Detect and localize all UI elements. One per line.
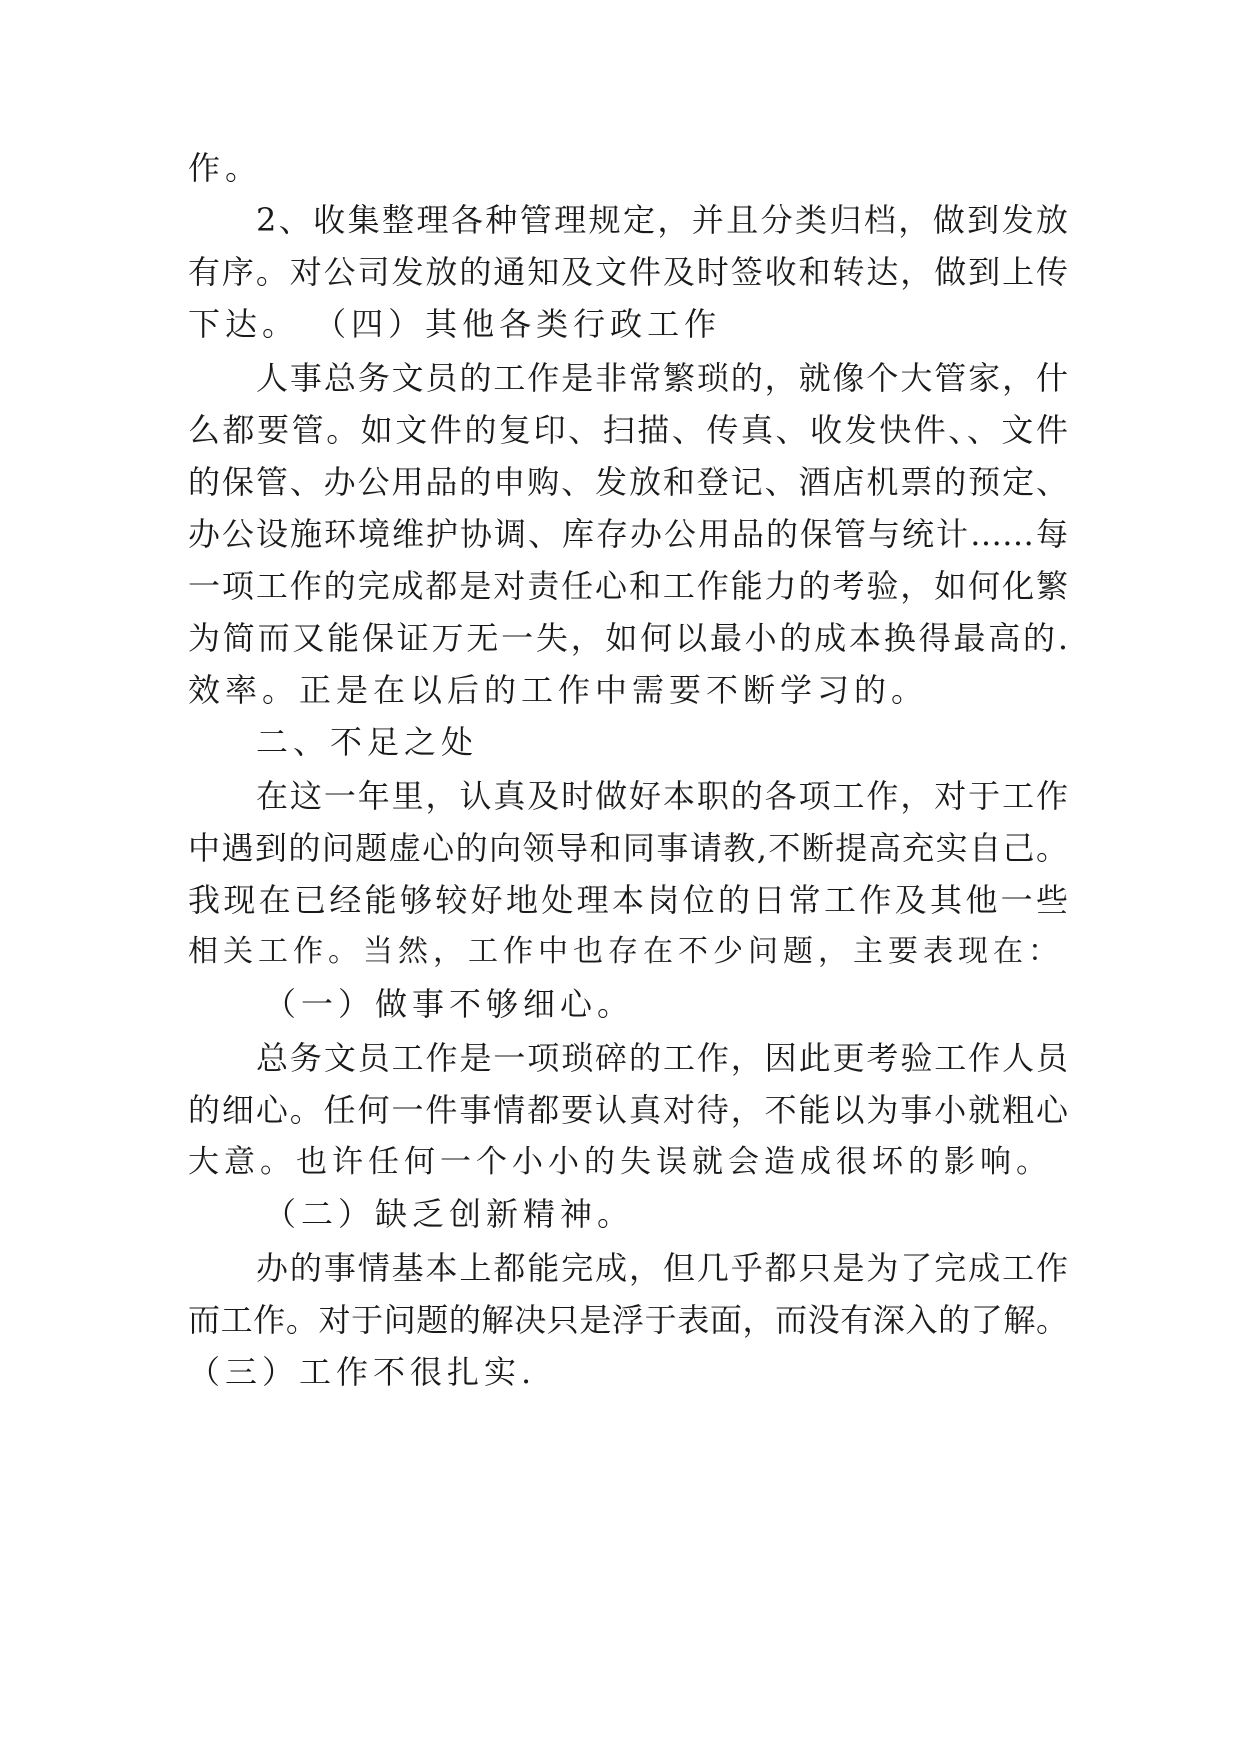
text-line: 总务文员工作是一项琐碎的工作，因此更考验工作人员: [256, 1039, 1068, 1077]
text-line: 为简而又能保证万无一失，如何以最小的成本换得最高的.: [188, 619, 1068, 657]
text-line: 相关工作。当然，工作中也存在不少问题，主要表现在：: [188, 934, 1063, 969]
text-line: 的保管、办公用品的申购、发放和登记、酒店机票的预定、: [188, 463, 1068, 501]
text-line: 办的事情基本上都能完成，但几乎都只是为了完成工作: [256, 1249, 1068, 1287]
text-line: 有序。对公司发放的通知及文件及时签收和转达，做到上传: [188, 253, 1068, 291]
text-line: 的细心。任何一件事情都要认真对待，不能以为事小就粗心: [188, 1091, 1068, 1129]
text-line: 大意。也许任何一个小小的失误就会造成很坏的影响。: [188, 1144, 1052, 1180]
text-line: 而工作。对于问题的解决只是浮于表面，而没有深入的了解。: [188, 1301, 1068, 1339]
text-line: 办公设施环境维护协调、库存办公用品的保管与统计……每: [188, 515, 1068, 553]
text-line: 效率。正是在以后的工作中需要不断学习的。: [188, 671, 929, 709]
text-line: 人事总务文员的工作是非常繁琐的，就像个大管家，什: [256, 359, 1068, 397]
text-line: 下达。 （四）其他各类行政工作: [188, 305, 722, 343]
text-line: 作。: [188, 149, 263, 187]
section-heading: 二、不足之处: [256, 723, 479, 761]
text-line: 么都要管。如文件的复印、扫描、传真、收发快件、、文件: [188, 411, 1068, 449]
text-line: 一项工作的完成都是对责任心和工作能力的考验，如何化繁: [188, 567, 1068, 605]
text-line: 2、收集整理各种管理规定，并且分类归档，做到发放: [256, 201, 1068, 239]
subsection-heading: （三）工作不很扎实.: [188, 1353, 537, 1391]
subsection-heading: （二）缺乏创新精神。: [264, 1195, 635, 1233]
text-line: 在这一年里，认真及时做好本职的各项工作，对于工作: [256, 777, 1068, 815]
subsection-heading: （一）做事不够细心。: [264, 985, 635, 1023]
text-line: 中遇到的问题虚心的向领导和同事请教,不断提高充实自己。: [188, 829, 1068, 867]
text-line: 我现在已经能够较好地处理本岗位的日常工作及其他一些: [188, 881, 1068, 919]
